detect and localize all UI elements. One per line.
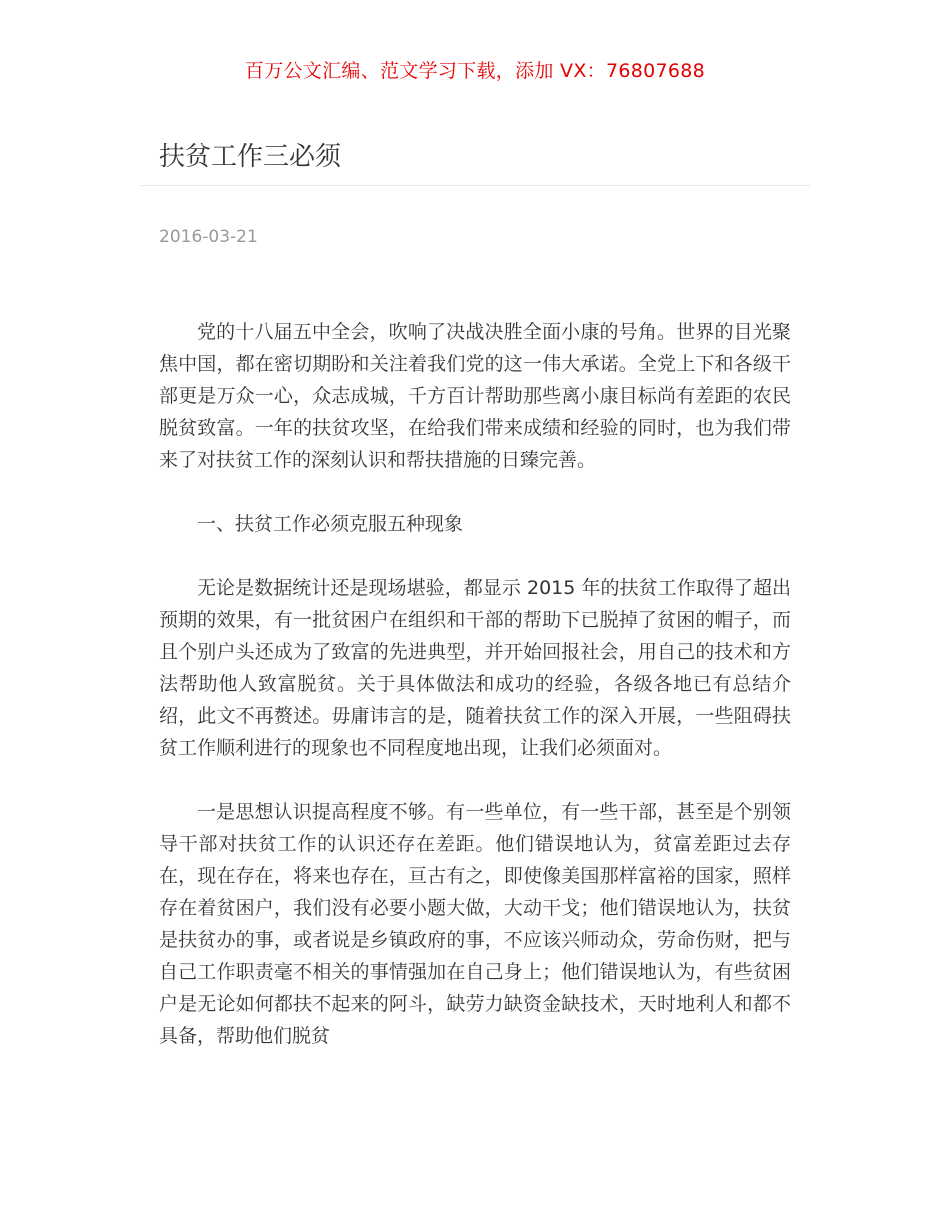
article-title: 扶贫工作三必须 xyxy=(159,142,342,172)
title-divider xyxy=(140,185,810,186)
publish-date: 2016-03-21 xyxy=(159,227,258,247)
article-body xyxy=(159,316,791,1052)
paragraph-awareness: 一是思想认识提高程度不够。有一些单位，有一些干部，甚至是个别领导干部对扶贫工作的认识还存在差距。他们错误地认为，贫富差距过去存在，现在存在，将来也存在，亘古有之，即使像美国那样富裕的国家，照样存在着贫困户，我们没有必要小题大做，大动干戈；他们错误地认为，扶贫是扶贫办的事，或者说是乡镇政府的事，不应该兴师动众，劳命伤财，把与自己工作职责毫不相关的事情强加在自己身上；他们错误地认为，有些贫困户是无论如何都扶不起来的阿斗，缺劳力缺资金缺技术，天时地利人和都不具备，帮助他们脱贫 xyxy=(159,801,791,1047)
section-heading: 一、扶贫工作必须克服五种现象 xyxy=(197,513,464,535)
paragraph-results: 无论是数据统计还是现场堪验，都显示 2015 年的扶贫工作取得了超出预期的效果，有一批贫困户在组织和干部的帮助下已脱掉了贫困的帽子，而且个别户头还成为了致富的先进典型，并开始回报社会，用自己的技术和方法帮助他人致富脱贫。关于具体做法和成功的经验，各级各地已有总结介绍，此文不再赘述。毋庸讳言的是，随着扶贫工作的深入开展，一些阻碍扶贫工作顺利进行的现象也不同程度地出现，让我们必须面对。 xyxy=(159,577,791,759)
watermark-banner: 百万公文汇编、范文学习下载，添加 VX：76807688 xyxy=(244,60,706,82)
paragraph-intro: 党的十八届五中全会，吹响了决战决胜全面小康的号角。世界的目光聚焦中国，都在密切期盼和关注着我们党的这一伟大承诺。全党上下和各级干部更是万众一心，众志成城，千方百计帮助那些离小康目标尚有差距的农民脱贫致富。一年的扶贫攻坚，在给我们带来成绩和经验的同时，也为我们带来了对扶贫工作的深刻认识和帮扶措施的日臻完善。 xyxy=(159,321,791,471)
